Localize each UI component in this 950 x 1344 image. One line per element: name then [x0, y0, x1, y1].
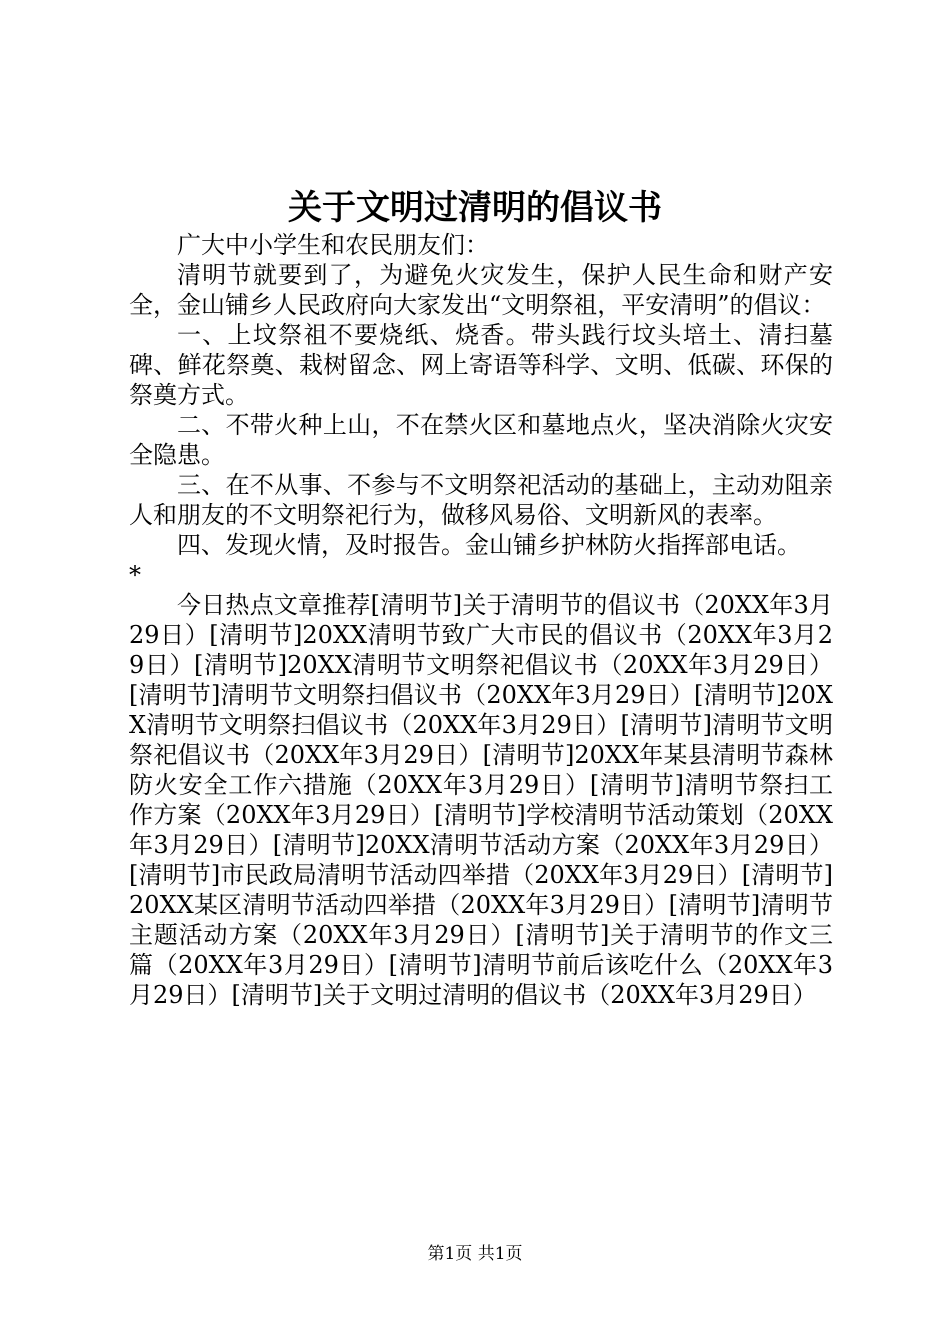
intro-paragraph: 清明节就要到了，为避免火灾发生，保护人民生命和财产安全，金山铺乡人民政府向大家发出“文明祭祖，平安清明”的倡议： [129, 261, 833, 319]
document-body [129, 230, 833, 1010]
proposal-item-4: 四、发现火情，及时报告。金山铺乡护林防火指挥部电话。 [177, 531, 801, 559]
document-title: 关于文明过清明的倡议书 [288, 188, 662, 228]
proposal-item-1: 一、上坟祭祖不要烧纸、烧香。带头践行坟头培土、清扫墓碑、鲜花祭奠、栽树留念、网上寄语等科学、文明、低碳、环保的祭奠方式。 [129, 321, 833, 409]
separator-asterisk: * [129, 561, 141, 589]
salutation: 广大中小学生和农民朋友们： [177, 231, 489, 259]
proposal-item-3: 三、在不从事、不参与不文明祭祀活动的基础上，主动劝阻亲人和朋友的不文明祭祀行为，做移风易俗、文明新风的表率。 [129, 471, 833, 529]
proposal-item-2: 二、不带火种上山，不在禁火区和墓地点火，坚决消除火灾安全隐患。 [129, 411, 833, 469]
page-number-footer: 第1页 共1页 [427, 1244, 523, 1264]
recommended-articles: 今日热点文章推荐[清明节]关于清明节的倡议书（20XX年3月29日）[清明节]20XX清明节致广大市民的倡议书（20XX年3月29日）[清明节]20XX清明节文明祭祀倡议书（20XX年3月29日）[清明节]清明节文明祭扫倡议书（20XX年3月29日）[清明节]20XX清明节文明祭扫倡议书（20XX年3月29日）[清明节]清明节文明祭祀倡议书（20XX年3月29日）[清明节]20XX年某县清明节森林防火安全工作六措施（20XX年3月29日）[清明节]清明节祭扫工作方案（20XX年3月29日）[清明节]学校清明节活动策划（20XX年3月29日）[清明节]20XX清明节活动方案（20XX年3月29日）[清明节]市民政局清明节活动四举措（20XX年3月29日）[清明节]20XX某区清明节活动四举措（20XX年3月29日）[清明节]清明节主题活动方案（20XX年3月29日）[清明节]关于清明节的作文三篇（20XX年3月29日）[清明节]清明节前后该吃什么（20XX年3月29日）[清明节]关于文明过清明的倡议书（20XX年3月29日） [129, 591, 833, 1009]
